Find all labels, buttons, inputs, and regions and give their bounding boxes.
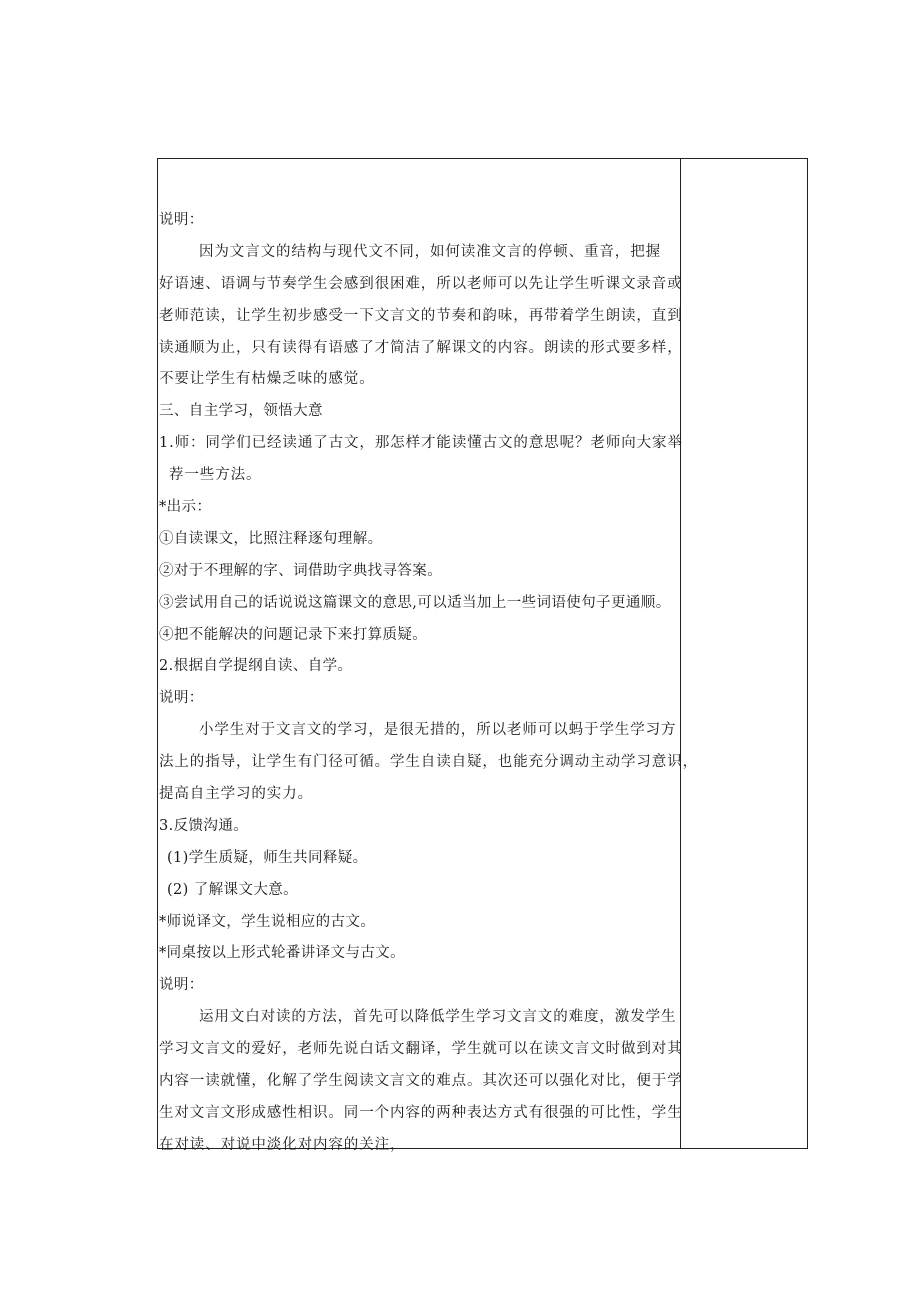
paragraph-line: 提高自主学习的实力。 [159,786,313,803]
sub-item: (1)学生质疑，师生共同释疑。 [167,849,368,866]
paragraph-line: 内容一读就懂，化解了学生阅读文言文的难点。其次还可以强化对比，便于学 [159,1073,683,1090]
sub-item: (2) 了解课文大意。 [167,881,299,898]
text-line: ①自读课文，比照注释逐句理解。 [159,530,383,547]
paragraph-line: 法上的指导，让学生有门径可循。学生自读自疑，也能充分调动主动学习意识， [159,754,698,771]
paragraph-line: 读通顺为止，只有读得有语感了才简洁了解课文的内容。朗读的形式要多样， [159,339,683,356]
text-line: *同桌按以上形式轮番讲译文与古文。 [159,945,406,962]
paragraph-line: 好语速、语调与节奏学生会感到很困难，所以老师可以先让学生听课文录音或 [159,275,683,292]
paragraph-line: 1.师：同学们已经读通了古文，那怎样才能读懂古文的意思呢？老师向大家举 [159,435,683,452]
text-line: 说明： [159,977,204,994]
paragraph-line: 在对读、对说中淡化对内容的关注， [159,1136,406,1153]
lesson-content-cell [159,210,698,1167]
paragraph-line: 生对文言文形成感性相识。同一个内容的两种表达方式有很强的可比性，学生 [159,1104,683,1121]
text-line: ③尝试用自己的话说说这篇课文的意思,可以适当加上一些词语使句子更通顺。 [159,594,671,611]
text-line: *出示： [159,499,212,516]
paragraph-line: 不要让学生有枯燥乏味的感觉。 [159,371,375,388]
text-line: ④把不能解决的问题记录下来打算质疑。 [159,626,428,643]
paragraph-line: 因为文言文的结构与现代文不同，如何读准文言的停顿、重音，把握 [199,243,661,260]
text-line: 说明： [159,212,204,228]
paragraph-line: 小学生对于文言文的学习，是很无措的，所以老师可以蚂于学生学习方 [199,722,677,739]
text-line: 2.根据自学提纲自读、自学。 [159,658,353,675]
text-line: *师说译文，学生说相应的古文。 [159,913,376,930]
text-line: ②对于不理解的字、词借助字典找寻答案。 [159,562,443,579]
text-line: 说明： [159,690,204,707]
text-line: 3.反馈沟通。 [159,817,249,834]
paragraph-line: 运用文白对读的方法，首先可以降低学生学习文言文的难度，激发学生 [199,1009,677,1026]
text-line: 三、自主学习，领悟大意 [159,403,323,420]
paragraph-line: 老师范读，让学生初步感受一下文言文的节奏和韵味，再带着学生朗读，直到 [159,307,683,324]
paragraph-line: 荐一些方法。 [169,467,262,484]
paragraph-line: 学习文言文的爱好，老师先说白话文翻译，学生就可以在读文言文时做到对其 [159,1041,683,1058]
